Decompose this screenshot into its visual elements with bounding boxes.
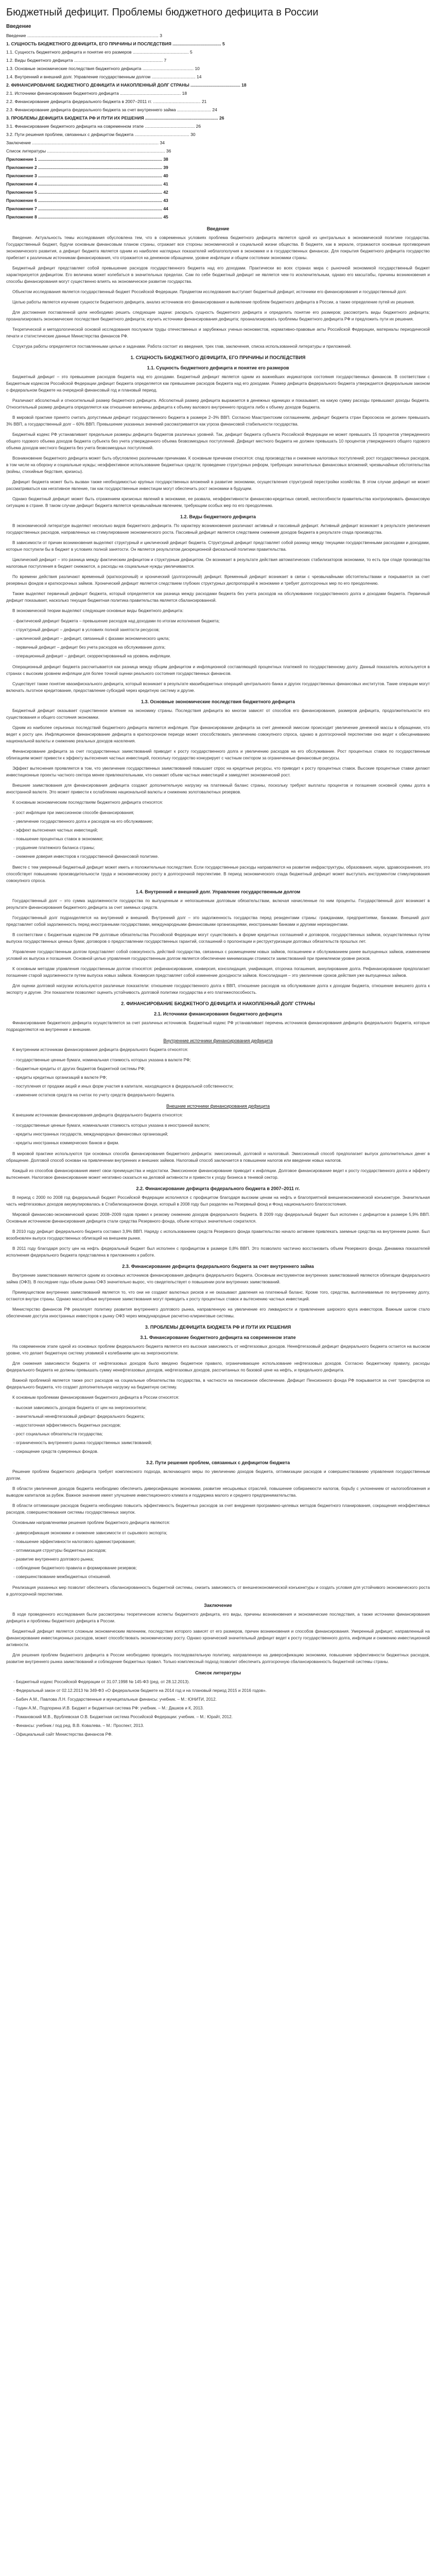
toc-entry[interactable]: Приложение 5 ...................................................................................................... 42	[6, 190, 168, 195]
list-item: - Бюджетный кодекс Российской Федерации от 31.07.1998 № 145-ФЗ (ред. от 28.12.2013).	[13, 1679, 430, 1685]
list-item: - повышение процентных ставок в экономике;	[13, 836, 430, 842]
list-item: - Романовский М.В., Врублевская О.В. Бюджетная система Российской Федерации: учебник. – М.: Юрайт, 2012.	[13, 1714, 430, 1720]
list-item: - рост социальных обязательств государства;	[13, 1431, 430, 1437]
toc-entry[interactable]: 1. СУЩНОСТЬ БЮДЖЕТНОГО ДЕФИЦИТА, ЕГО ПРИЧИНЫ И ПОСЛЕДСТВИЯ ........................................ 5	[6, 41, 225, 46]
paragraph: Государственный долг – это сумма задолженности государства по выпущенным и непогашенным долговым обязательствам, включая начисленные по ним проценты. Государственный долг возникает в результате финансирования бюджетного дефицита за счет заемных средств.	[6, 899, 430, 910]
section-heading: 2. ФИНАНСИРОВАНИЕ БЮДЖЕТНОГО ДЕФИЦИТА И НАКОПЛЕННЫЙ ДОЛГ СТРАНЫ	[121, 1001, 315, 1006]
paragraph: Каждый из способов финансирования имеет свои преимущества и недостатки. Эмиссионное финансирование приводит к инфляции. Долговое финансирование ведет к росту государственного долга и эффекту вытеснения. Налоговое финансирование может негативно сказаться на деловой активности и привести к уходу бизнеса в теневой сектор.	[6, 1168, 430, 1180]
subsection-heading: 3.1. Финансирование бюджетного дефицита на современном этапе	[140, 1335, 296, 1340]
paragraph: В соответствии с Бюджетным кодексом РФ долговые обязательства Российской Федерации могут существовать в форме кредитных соглашений и договоров, государственных займов, осуществляемых путем выпуска государственных ценных бумаг, договоров о предоставлении государственных гарантий, соглашений о пролонгации и реструктуризации долговых обязательств прошлых лет.	[6, 933, 430, 944]
section-heading: 1. СУЩНОСТЬ БЮДЖЕТНОГО ДЕФИЦИТА, ЕГО ПРИЧИНЫ И ПОСЛЕДСТВИЯ	[130, 355, 306, 360]
toc-entry[interactable]: Приложение 7 ...................................................................................................... 44	[6, 206, 168, 211]
list-item: - первичный дефицит – дефицит без учета расходов на обслуживание долга;	[13, 644, 430, 651]
paragraph: В области оптимизации расходов бюджета необходимо повысить эффективность бюджетных расходов за счет внедрения программно-целевых методов бюджетного планирования, сокращения неэффективных расходов, совершенствования системы государственных закупок.	[6, 1503, 430, 1515]
paragraph: К внутренним источникам финансирования дефицита федерального бюджета относятся:	[12, 1047, 188, 1052]
section-heading: Список литературы	[195, 1670, 241, 1675]
toc-entry[interactable]: 3.1. Финансирование бюджетного дефицита на современном этапе ......................................... 26	[6, 124, 201, 129]
toc-entry[interactable]: Список литературы ................................................................................................. 36	[6, 148, 171, 154]
paragraph: Управление государственным долгом представляет собой совокупность действий государства, связанных с размещением новых займов, погашением и обслуживанием ранее выпущенных займов, изменением условий их выпуска и погашения. Основной целью управления государственным долгом является обеспечение минимизации стоимости заимствований при приемлемом уровне рисков.	[6, 950, 430, 961]
paragraph: Внешние заимствования для финансирования дефицита создают дополнительную нагрузку на платежный баланс страны, поскольку требуют выплаты процентов и погашения основной суммы долга в иностранной валюте. Это может привести к ослаблению национальной валюты и снижению золотовалютных резервов.	[6, 783, 430, 794]
table-of-contents	[6, 31, 430, 221]
paragraph: На современном этапе одной из основных проблем федерального бюджета является его высокая зависимость от нефтегазовых доходов. Ненефтегазовый дефицит федерального бюджета остается на высоком уровне, что делает бюджетную систему уязвимой к колебаниям цен на энергоносители.	[6, 1344, 430, 1355]
subsection-heading: 1.3. Основные экономические последствия бюджетного дефицита	[141, 699, 295, 704]
paragraph: Вместе с тем умеренный бюджетный дефицит может иметь и положительные последствия. Если государственные расходы направляются на развитие инфраструктуры, образования, науки, здравоохранения, это способствует повышению производительности труда и экономическому росту в долгосрочной перспективе. В период экономического спада бюджетный дефицит может выступать инструментом стимулирования совокупного спроса.	[6, 865, 430, 883]
section-heading: 3. ПРОБЛЕМЫ ДЕФИЦИТА БЮДЖЕТА РФ И ПУТИ ИХ РЕШЕНИЯ	[145, 1325, 291, 1330]
paragraph: К основным методам управления государственным долгом относятся: рефинансирование, конверсия, консолидация, унификация, отсрочка погашения, аннулирование долга. Рефинансирование предполагает погашение старой задолженности путем выпуска новых займов. Конверсия представляет собой изменение доходности займов. Консолидация – это увеличение сроков действия уже выпущенных займов.	[6, 967, 430, 978]
toc-entry[interactable]: 2.2. Финансирование дефицита федерального бюджета в 2007–2011 гг. ....................................... 21	[6, 99, 207, 104]
paragraph: Министерство финансов РФ реализует политику развития внутреннего долгового рынка, направленную на увеличение его ликвидности и привлечение широкого круга инвесторов. Важным шагом стало обеспечение доступа иностранных инвесторов к рынку ОФЗ через международные расчетно-клиринговые системы.	[6, 1307, 430, 1318]
paragraph: Одним из наиболее серьезных последствий бюджетного дефицита является инфляция. При финансировании дефицита за счет денежной эмиссии происходит увеличение денежной массы в обращении, что ведет к росту цен. Инфляционное финансирование дефицита в краткосрочном периоде может способствовать увеличению совокупного спроса, однако в долгосрочной перспективе оно ведет к обесцениванию национальной валюты и снижению реальных доходов населения.	[6, 725, 430, 743]
subsection-heading: 2.1. Источники финансирования бюджетного дефицита	[154, 1011, 282, 1016]
bullet-list	[6, 1057, 430, 1098]
paragraph: Реализация указанных мер позволит обеспечить сбалансированность бюджетной системы, снизить зависимость от внешнеэкономической конъюнктуры и создать условия для устойчивого экономического роста в долгосрочной перспективе.	[6, 1585, 430, 1597]
bullet-list	[6, 1122, 430, 1146]
list-item: - совершенствование межбюджетных отношений.	[13, 1573, 430, 1580]
toc-entry[interactable]: Приложение 6 ...................................................................................................... 43	[6, 198, 168, 203]
list-item: - Официальный сайт Министерства финансов РФ.	[13, 1731, 430, 1738]
list-item: - развитие внутреннего долгового рынка;	[13, 1556, 430, 1563]
page-title: Бюджетный дефицит. Проблемы бюджетного дефицита в России	[6, 7, 319, 18]
list-item: - Финансы: учебник / под ред. В.В. Ковалева. – М.: Проспект, 2013.	[13, 1722, 430, 1729]
subsection-heading: 3.2. Пути решения проблем, связанных с дефицитом бюджета	[146, 1460, 290, 1465]
section-heading: Заключение	[204, 1603, 232, 1608]
paragraph: Возникновение бюджетного дефицита может быть обусловлено различными причинами. К основным причинам относятся: спад производства и снижение налоговых поступлений; рост государственных расходов, в том числе на оборону и социальные нужды; неэффективное использование бюджетных средств; проведение структурных реформ, требующих значительных финансовых вложений; чрезвычайные обстоятельства (войны, стихийные бедствия, кризисы).	[6, 456, 430, 474]
toc-entry[interactable]: 1.4. Внутренний и внешний долг. Управление государственным долгом .................................... 14	[6, 74, 202, 79]
paragraph: Решение проблем бюджетного дефицита требует комплексного подхода, включающего меры по увеличению доходов бюджета, оптимизации расходов и совершенствованию управления государственным долгом.	[6, 1469, 430, 1481]
paragraph: Для снижения зависимости бюджета от нефтегазовых доходов было введено бюджетное правило, ограничивающее использование нефтегазовых доходов. Согласно бюджетному правилу, расходы федерального бюджета не должны превышать сумму ненефтегазовых доходов, нефтегазовых доходов, рассчитанных по базовой цене на нефть, и предельного дефицита.	[6, 1361, 430, 1372]
paragraph: Государственный долг подразделяется на внутренний и внешний. Внутренний долг – это задолженность государства перед резидентами страны: гражданами, предприятиями, банками. Внешний долг представляет собой задолженность перед иностранными государствами, международными финансовыми организациями, иностранными банками и другими нерезидентами.	[6, 916, 430, 927]
list-item: - Годин А.М., Подпорина И.В. Бюджет и бюджетная система РФ: учебник. – М.: Дашков и К, 2013.	[13, 1705, 430, 1711]
paragraph: Мировой финансово-экономический кризис 2008–2009 годов привел к резкому снижению доходов федерального бюджета. В 2009 году федеральный бюджет был исполнен с дефицитом в размере 5,9% ВВП. Основным источником финансирования дефицита стали средства Резервного фонда, объем которых значительно сократился.	[6, 1212, 430, 1224]
paragraph: В мировой практике используются три основных способа финансирования бюджетного дефицита: эмиссионный, долговой и налоговый. Эмиссионный способ предполагает выпуск дополнительных денег в обращение. Долговой способ основан на привлечении внутренних и внешних займов. Налоговый способ заключается в повышении налогов или введении новых налогов.	[6, 1151, 430, 1163]
list-item: - ухудшение платежного баланса страны;	[13, 844, 430, 851]
list-item: - сокращение средств суверенных фондов.	[13, 1448, 430, 1455]
underlined-heading: Внутренние источники финансирования дефицита	[163, 1038, 273, 1043]
paragraph: Важной проблемой является также рост расходов на социальные обязательства государства, в частности на пенсионное обеспечение. Дефицит Пенсионного фонда РФ покрывается за счет трансфертов из федерального бюджета, что создает дополнительную нагрузку на бюджетную систему.	[6, 1378, 430, 1389]
toc-entry[interactable]: 1.1. Сущность бюджетного дефицита и понятие его размеров .............................................. 5	[6, 49, 193, 55]
list-item: - повышение эффективности налогового администрирования;	[13, 1538, 430, 1545]
list-item: - бюджетные кредиты от других бюджетов бюджетной системы РФ;	[13, 1065, 430, 1072]
subsection-heading: 2.3. Финансирование дефицита федерального бюджета за счет внутреннего займа	[122, 1264, 314, 1269]
toc-entry[interactable]: 2.1. Источники финансирования бюджетного дефицита .................................................. 18	[6, 91, 187, 96]
subsection-heading: 2.2. Финансирование дефицита федерального бюджета в 2007–2011 гг.	[136, 1186, 300, 1191]
toc-entry[interactable]: 2.3. Финансирование дефицита федерального бюджета за счет внутреннего займа ............................ 24	[6, 107, 217, 112]
list-item: - эффект вытеснения частных инвестиций;	[13, 827, 430, 834]
list-item: - изменение остатков средств на счетах по учету средств федерального бюджета.	[13, 1092, 430, 1098]
paragraph: Целью работы является изучение сущности бюджетного дефицита, анализ источников его финансирования и выявление проблем бюджетного дефицита в России, а также определение путей их решения.	[12, 300, 415, 304]
paragraph: В 2010 году дефицит федерального бюджета составил 3,9% ВВП. Наряду с использованием средств Резервного фонда правительство начало активнее привлекать заемные средства на внутреннем рынке. Был возобновлен выпуск государственных облигаций на внешнем рынке.	[6, 1229, 430, 1241]
paragraph: В 2011 году благодаря росту цен на нефть федеральный бюджет был исполнен с профицитом в размере 0,8% ВВП. Это позволило частично восстановить объем Резервного фонда. Динамика показателей исполнения федерального бюджета представлена в приложениях к работе.	[6, 1246, 430, 1258]
paragraph: В период с 2000 по 2008 год федеральный бюджет Российской Федерации исполнялся с профицитом благодаря высоким ценам на нефть и благоприятной внешнеэкономической конъюнктуре. Значительная часть нефтегазовых доходов аккумулировалась в Стабилизационном фонде, который в 2008 году был разделен на Резервный фонд и Фонд национального благосостояния.	[6, 1195, 430, 1207]
paragraph: Для достижения поставленной цели необходимо решить следующие задачи: раскрыть сущность бюджетного дефицита и определить понятие его размеров; рассмотреть виды бюджетного дефицита; проанализировать экономические последствия бюджетного дефицита; изучить источники финансирования дефицита; проанализировать проблемы бюджетного дефицита РФ и предложить пути их решения.	[6, 310, 430, 321]
list-item: - циклический дефицит – дефицит, связанный с фазами экономического цикла;	[13, 635, 430, 642]
subsection-heading: 1.1. Сущность бюджетного дефицита и понятие его размеров	[147, 365, 289, 370]
paragraph: Структура работы определяется поставленными целью и задачами. Работа состоит из введения, трех глав, заключения, списка использованной литературы и приложений.	[12, 344, 352, 349]
paragraph: Циклический дефицит – это разница между фактическим дефицитом и структурным дефицитом. Он возникает в результате действия автоматических стабилизаторов экономики, то есть при спаде производства налоговые поступления в бюджет снижаются, а расходы на социальные нужды увеличиваются.	[6, 557, 430, 569]
list-item: - увеличение государственного долга и расходов на его обслуживание;	[13, 818, 430, 825]
toc-entry[interactable]: Приложение 3 ...................................................................................................... 40	[6, 173, 168, 178]
list-item: - диверсификация экономики и снижение зависимости от сырьевого экспорта;	[13, 1530, 430, 1536]
paragraph: Финансирование бюджетного дефицита осуществляется за счет различных источников. Бюджетный кодекс РФ устанавливает перечень источников финансирования дефицита федерального бюджета, которые подразделяются на внутренние и внешние.	[6, 1021, 430, 1032]
bullet-list	[6, 809, 430, 860]
list-item: - значительный ненефтегазовый дефицит федерального бюджета;	[13, 1413, 430, 1420]
list-item: - недостаточная эффективность бюджетных расходов;	[13, 1422, 430, 1429]
paragraph: Существует также понятие квазифискального дефицита, который возникает в результате квазибюджетных операций центрального банка и других государственных финансовых институтов. Такие операции могут включать льготное кредитование, предоставление субсидий через кредитную систему и другие.	[6, 682, 430, 693]
list-item: - рост инфляции при эмиссионном способе финансирования;	[13, 809, 430, 816]
list-item: - Федеральный закон от 02.12.2013 № 349-ФЗ «О федеральном бюджете на 2014 год и на плановый период 2015 и 2016 годов».	[13, 1687, 430, 1694]
list-item: - кредиты кредитных организаций в валюте РФ;	[13, 1074, 430, 1081]
paragraph: Бюджетный дефицит является сложным экономическим явлением, последствия которого зависят от его размеров, причин возникновения и способов финансирования. Умеренный дефицит, направленный на финансирование инвестиционных расходов, может способствовать экономическому росту. Однако хронический значительный дефицит ведет к росту государственного долга, инфляции и снижению инвестиционной активности.	[6, 1629, 430, 1647]
paragraph: Бюджетный дефицит оказывает существенное влияние на экономику страны. Последствия дефицита во многом зависят от способов его финансирования, размеров дефицита, продолжительности его существования и общего состояния экономики.	[6, 708, 430, 720]
toc-entry[interactable]: 3. ПРОБЛЕМЫ ДЕФИЦИТА БЮДЖЕТА РФ И ПУТИ ИХ РЕШЕНИЯ ............................................................ 26	[6, 115, 224, 121]
toc-entry[interactable]: 3.2. Пути решения проблем, связанных с дефицитом бюджета ............................................. 30	[6, 132, 196, 137]
paragraph: К основным экономическим последствиям бюджетного дефицита относятся:	[12, 800, 163, 805]
paragraph: Теоретической и методологической основой исследования послужили труды отечественных и зарубежных ученых-экономистов, нормативно-правовые акты Российской Федерации, материалы периодической печати и статистические данные Министерства финансов РФ.	[6, 327, 430, 338]
paragraph: Бюджетный дефицит представляет собой превышение расходов государственного бюджета над его доходами. Практически во всех странах мира с рыночной экономикой государственный бюджет характеризуется дефицитом. Его величина может колебаться в значительных пределах. Сам по себе бюджетный дефицит не является чем-то исключительным, однако его масштабы, причины возникновения и способы финансирования могут существенно влиять на экономическое развитие государства.	[6, 266, 430, 284]
paragraph: Для решения проблем бюджетного дефицита в России необходимо проводить последовательную политику, направленную на диверсификацию экономики, повышение эффективности бюджетных расходов, развитие внутреннего рынка заимствований и соблюдение бюджетных правил. Только комплексный подход позволит обеспечить долгосрочную сбалансированность бюджетной системы страны.	[6, 1653, 430, 1664]
paragraph: К основным проблемам финансирования бюджетного дефицита в России относятся:	[12, 1395, 180, 1400]
paragraph: К внешним источникам финансирования дефицита федерального бюджета относятся:	[12, 1113, 183, 1117]
list-item: - соблюдение бюджетного правила и формирование резервов;	[13, 1565, 430, 1571]
bullet-list	[6, 1530, 430, 1580]
toc-entry[interactable]: Приложение 1 ...................................................................................................... 38	[6, 157, 168, 162]
list-item: - оптимизация структуры бюджетных расходов;	[13, 1547, 430, 1554]
list-item: - государственные ценные бумаги, номинальная стоимость которых указана в иностранной валюте;	[13, 1122, 430, 1129]
bullet-list	[6, 1404, 430, 1455]
paragraph: Эффект вытеснения проявляется в том, что увеличение государственных заимствований повышает спрос на кредитные ресурсы, что приводит к росту процентных ставок. Высокие процентные ставки делают инвестиционные проекты частного сектора менее привлекательными, что снижает объем частных инвестиций и замедляет экономический рост.	[6, 766, 430, 777]
paragraph: Также выделяют первичный дефицит бюджета, который определяется как разница между расходами бюджета без учета расходов на обслуживание государственного долга и доходами бюджета. Первичный дефицит показывает, насколько текущая бюджетная политика правительства является сбалансированной.	[6, 591, 430, 603]
list-item: - поступления от продажи акций и иных форм участия в капитале, находящихся в федеральной собственности;	[13, 1083, 430, 1090]
list-item: - Бабич А.М., Павлова Л.Н. Государственные и муниципальные финансы: учебник. – М.: ЮНИТИ, 2012.	[13, 1696, 430, 1703]
underlined-heading: Внешние источники финансирования дефицита	[166, 1104, 270, 1109]
paragraph: В зависимости от причин возникновения выделяют структурный и циклический дефицит бюджета. Структурный дефицит представляет собой разницу между текущими государственными расходами и доходами, которые поступили бы в бюджет в условиях полной занятости. Он является результатом дискреционной фискальной политики правительства.	[6, 540, 430, 552]
list-item: - фактический дефицит бюджета – превышение расходов над доходами по итогам исполнения бюджета;	[13, 618, 430, 624]
paragraph: Бюджетный кодекс РФ устанавливает предельные размеры дефицита бюджетов различных уровней. Так, дефицит бюджета субъекта Российской Федерации не может превышать 15 процентов утвержденного общего годового объема доходов бюджета субъекта без учета утвержденного объема безвозмездных поступлений. Дефицит местного бюджета не должен превышать 10 процентов утвержденного общего годового объема доходов местного бюджета без учета безвозмездных поступлений.	[6, 432, 430, 450]
document-body	[6, 226, 430, 1738]
list-item: - государственные ценные бумаги, номинальная стоимость которых указана в валюте РФ;	[13, 1057, 430, 1063]
list-item: - снижение доверия инвесторов к государственной финансовой политике.	[13, 853, 430, 860]
list-item: - ограниченность внутреннего рынка государственных заимствований;	[13, 1439, 430, 1446]
paragraph: Для оценки долговой нагрузки используются различные показатели: отношение государственного долга к ВВП, отношение расходов на обслуживание долга к доходам бюджета, отношение внешнего долга к экспорту и другие. Эти показатели позволяют оценить устойчивость долговой политики государства и его платежеспособность.	[6, 984, 430, 995]
subsection-heading: 1.2. Виды бюджетного дефицита	[180, 514, 256, 519]
subsection-heading: 1.4. Внутренний и внешний долг. Управление государственным долгом	[135, 889, 301, 894]
list-item: - операционный дефицит – дефицит, скорректированный на уровень инфляции.	[13, 653, 430, 659]
paragraph: Введение. Актуальность темы исследования обусловлена тем, что в современных условиях проблема бюджетного дефицита является одной из центральных в экономической политике государства. Государственный бюджет, будучи основным финансовым планом страны, отражает все стороны экономической и социальной жизни общества. В бюджете, как в зеркале, отражаются основные противоречия экономического развития, а дефицит бюджета является одним из наиболее наглядных показателей неблагополучия в экономике и в государственных финансах. Для покрытия бюджетного дефицита государство прибегает к различным источникам финансирования, что отражается на денежном обращении, уровне инфляции и общем состоянии экономики страны.	[6, 235, 430, 260]
toc-entry[interactable]: 1.2. Виды бюджетного дефицита ......................................................................... 7	[6, 58, 167, 63]
paragraph: По времени действия различают временный (краткосрочный) и хронический (долгосрочный) дефицит. Временный дефицит возникает в связи с чрезвычайными обстоятельствами и покрывается за счет резервных фондов и краткосрочных займов. Хронический дефицит является следствием глубоких структурных диспропорций в экономике и требует долгосрочных мер по его преодолению.	[6, 574, 430, 586]
paragraph: В ходе проведенного исследования были рассмотрены теоретические аспекты бюджетного дефицита, его виды, причины возникновения и экономические последствия, а также источники финансирования дефицита и проблемы бюджетного дефицита в России.	[6, 1612, 430, 1623]
paragraph: В экономической теории выделяют следующие основные виды бюджетного дефицита:	[12, 608, 184, 613]
paragraph: Основными направлениями решения проблем бюджетного дефицита являются:	[12, 1520, 170, 1525]
list-item: - структурный дефицит – дефицит в условиях полной занятости ресурсов;	[13, 626, 430, 633]
paragraph: Объектом исследования является государственный бюджет Российской Федерации. Предметом исследования выступает бюджетный дефицит, источники его финансирования и государственный долг.	[12, 290, 407, 294]
list-item: - высокая зависимость доходов бюджета от цен на энергоносители;	[13, 1404, 430, 1411]
toc-entry[interactable]: Введение ............................................................................................................ 3	[6, 33, 162, 38]
toc-entry[interactable]: Приложение 4 ...................................................................................................... 41	[6, 181, 168, 187]
toc-entry[interactable]: 1.3. Основные экономические последствия бюджетного дефицита .......................................... 10	[6, 66, 200, 71]
paragraph: Дефицит бюджета может быть вызван также необходимостью крупных государственных вложений в развитие экономики, осуществления структурной перестройки хозяйства. В этом случае дефицит не может рассматриваться как негативное явление, так как государственные инвестиции могут обеспечить рост экономики в будущем.	[6, 480, 430, 491]
section-heading: Введение	[206, 226, 230, 231]
bullet-list	[6, 618, 430, 659]
toc-entry[interactable]: Заключение ........................................................................................................ 34	[6, 140, 165, 145]
toc-heading: Введение	[6, 24, 31, 29]
paragraph: Различают абсолютный и относительный размер бюджетного дефицита. Абсолютный размер дефицита выражается в денежных единицах и показывает, на какую сумму расходы превышают доходы бюджета. Относительный размер дефицита определяется как отношение величины дефицита к объему валового внутреннего продукта либо к объему доходов бюджета.	[6, 398, 430, 410]
paragraph: Внутренние заимствования являются одним из основных источников финансирования дефицита федерального бюджета. Основным инструментом внутренних заимствований являются облигации федерального займа (ОФЗ). В последние годы объем рынка ОФЗ значительно вырос, что свидетельствует о повышении роли внутренних заимствований.	[6, 1273, 430, 1284]
bullet-list	[6, 1679, 430, 1738]
paragraph: Операционный дефицит бюджета рассчитывается как разница между общим дефицитом и инфляционной составляющей процентных платежей по государственному долгу. Данный показатель используется в странах с высоким уровнем инфляции для более точной оценки реального состояния государственных финансов.	[6, 665, 430, 676]
toc-entry[interactable]: Приложение 8 ...................................................................................................... 45	[6, 214, 168, 219]
paragraph: В области увеличения доходов бюджета необходимо обеспечить диверсификацию экономики, развитие несырьевых отраслей, повышение собираемости налогов, борьбу с уклонением от налогообложения и выводом капиталов за рубеж. Важное значение имеет улучшение инвестиционного климата и поддержка малого и среднего предпринимательства.	[6, 1486, 430, 1498]
document-page	[6, 0, 430, 1757]
toc-entry[interactable]: Приложение 2 ...................................................................................................... 39	[6, 165, 168, 170]
toc-entry[interactable]: 2. ФИНАНСИРОВАНИЕ БЮДЖЕТНОГО ДЕФИЦИТА И НАКОПЛЕННЫЙ ДОЛГ СТРАНЫ ......................................... 18	[6, 82, 247, 88]
list-item: - кредиты иностранных коммерческих банков и фирм.	[13, 1140, 430, 1146]
paragraph: Бюджетный дефицит – это превышение расходов бюджета над его доходами. Бюджетный дефицит является одним из важнейших индикаторов состояния государственных финансов. В соответствии с Бюджетным кодексом Российской Федерации дефицит бюджета определяется как превышение расходов бюджета над его доходами. Размер дефицита федерального бюджета утверждается федеральным законом о федеральном бюджете на очередной финансовый год и плановый период.	[6, 375, 430, 393]
paragraph: В экономической литературе выделяют несколько видов бюджетного дефицита. По характеру возникновения различают активный и пассивный дефицит. Активный дефицит возникает в результате увеличения государственных расходов, направленных на стимулирование экономического роста. Пассивный дефицит является следствием снижения доходов бюджета в результате спада производства.	[6, 523, 430, 535]
paragraph: Однако бюджетный дефицит может быть отражением кризисных явлений в экономике, ее развала, неэффективности финансово-кредитных связей, неспособности правительства контролировать финансовую ситуацию в стране. В таком случае дефицит бюджета является чрезвычайным явлением, требующим особых мер по его преодолению.	[6, 497, 430, 508]
list-item: - кредиты иностранных государств, международных финансовых организаций;	[13, 1131, 430, 1138]
paragraph: Преимуществом внутренних заимствований является то, что они не создают валютных рисков и не оказывают давления на платежный баланс. Кроме того, средства, выплачиваемые по внутреннему долгу, остаются внутри страны. Однако масштабные внутренние заимствования могут приводить к росту процентных ставок и вытеснению частных инвестиций.	[6, 1290, 430, 1301]
paragraph: Финансирование дефицита за счет государственных заимствований приводит к росту государственного долга и увеличению расходов на его обслуживание. Рост процентных ставок по государственным облигациям может привести к эффекту вытеснения частных инвестиций, поскольку государство конкурирует с частным сектором за ограниченные финансовые ресурсы.	[6, 749, 430, 760]
paragraph: В мировой практике принято считать допустимым дефицит государственного бюджета в размере 2–3% ВВП. Согласно Маастрихтским соглашениям, дефицит бюджета стран Евросоюза не должен превышать 3% ВВП, а государственный долг – 60% ВВП. Превышение указанных значений рассматривается как угроза финансовой стабильности государства.	[6, 415, 430, 427]
